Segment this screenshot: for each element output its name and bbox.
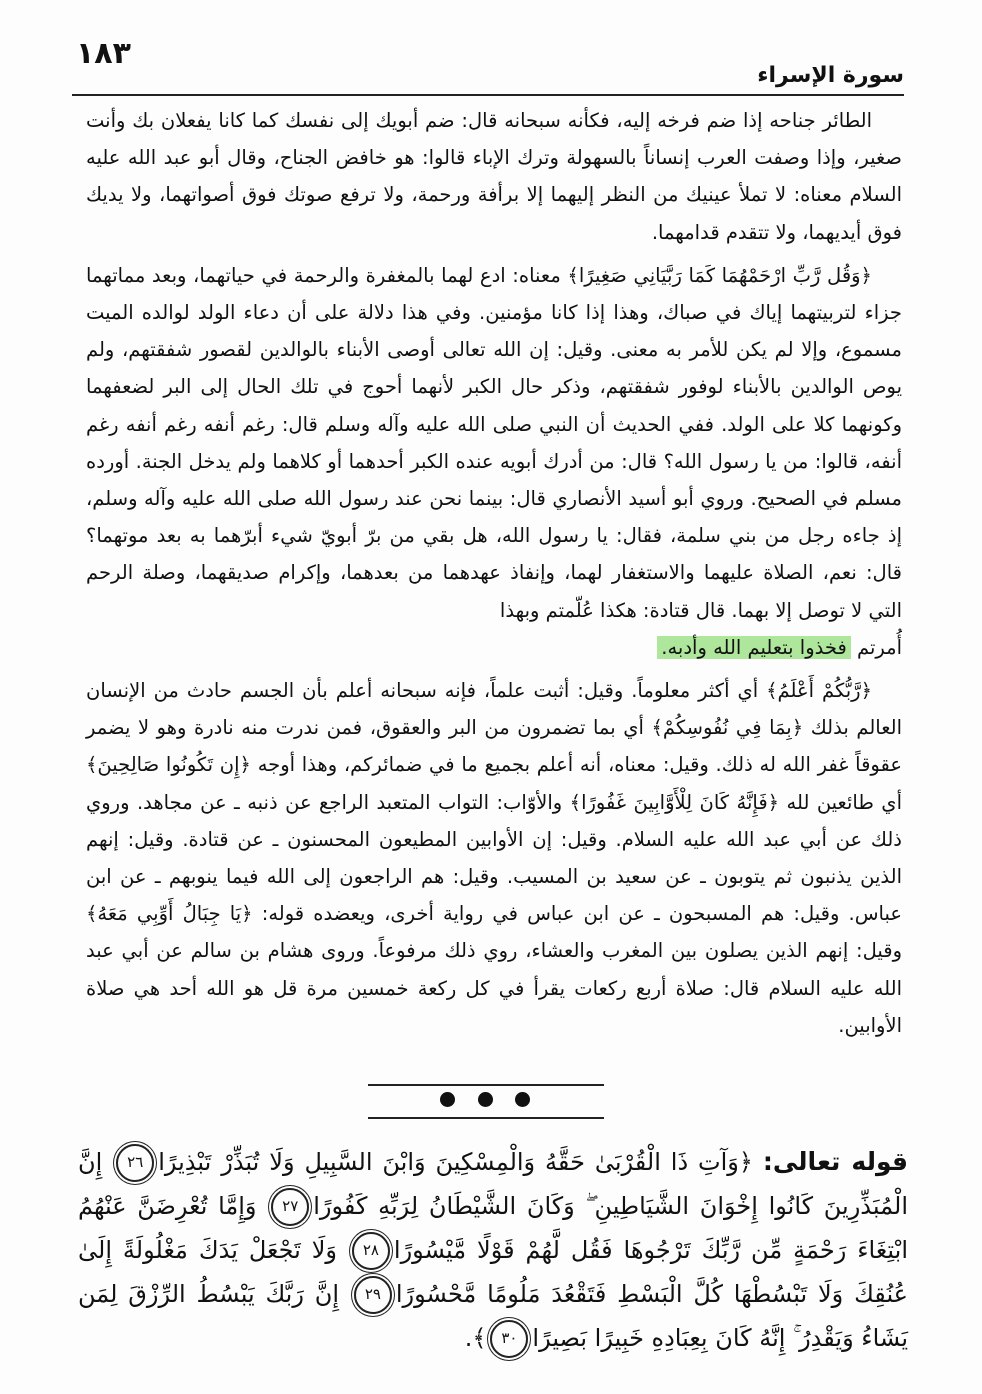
- ayah-number-mark: ٣٠: [490, 1320, 528, 1358]
- section-divider-top: [368, 1084, 604, 1086]
- separator-dot: [440, 1092, 455, 1107]
- verse-text: وَإِمَّا تُعْرِضَنَّ عَنْهُمُ ابْتِغَاءَ رَحْمَةٍ مِّن رَّبِّكَ تَرْجُوهَا فَقُل لَّهُمْ قَوْلًا مَّيْسُورًا: [78, 1192, 908, 1264]
- highlighted-text: فخذوا بتعليم الله وأدبه.: [657, 636, 850, 659]
- page-header: [72, 36, 904, 96]
- verse-text: إِنَّ رَبَّكَ يَبْسُطُ الرِّزْقَ لِمَن يَشَاءُ وَيَقْدِرُ ۚ إِنَّهُ كَانَ بِعِبَادِهِ خَبِيرًا بَصِيرًا: [78, 1280, 908, 1352]
- ayah-number-mark: ٢٨: [352, 1232, 390, 1270]
- separator-dot: [515, 1092, 530, 1107]
- paragraph-text: ﴿وَقُل رَّبِّ ارْحَمْهُمَا كَمَا رَبَّيَانِي صَغِيرًا﴾ معناه: ادع لهما بالمغفرة والرحمة في حياتهما، وبعد مماتهما جزاء لتربيتهما إياك في صباك، وهذا إذا كانا مؤمنين. وفي هذا دلالة على أن دعاء الولد لوالده الميت مسموع، وإلا لم يكن للأمر به معنى. وقيل: إن الله تعالى أوصى الأبناء بالوالدين لقصور شفقتهم، ولم يوص الوالدين بالأبناء لوفور شفقتهم، وذكر حال الكبر لأنهما أحوج في تلك الحال إلى البر لضعفهما وكونهما كلا على الولد. ففي الحديث أن النبي صلى الله عليه وآله وسلم قال: رغم أنفه رغم أنفه رغم أنفه، قالوا: من يا رسول الله؟ قال: من أدرك أبويه عنده الكبر أحدهما أو كلاهما ولم يدخل الجنة. أورده مسلم في الصحيح. وروي أبو أسيد الأنصاري قال: بينما نحن عند رسول الله صلى الله عليه وآله وسلم، إذ جاءه رجل من بني سلمة، فقال: يا رسول الله، هل بقي من برّ أبويّ شيء أبرّهما به بعد موتهما؟ قال: نعم، الصلاة عليهما والاستغفار لهما، وإنفاذ عهدهما من بعدهما، وإكرام صديقهما، وصلة الرحم التي لا توصل إلا بهما. قال قتادة: هكذا عُلّمتم وبهذا: [86, 263, 902, 622]
- verse-text: ﴿وَآتِ ذَا الْقُرْبَىٰ حَقَّهُ وَالْمِسْكِينَ وَابْنَ السَّبِيلِ وَلَا تُبَذِّرْ تَبْذِيرًا: [158, 1148, 763, 1176]
- verse-closing: ﴾.: [464, 1324, 487, 1352]
- verse-text: إِنَّ الْمُبَذِّرِينَ كَانُوا إِخْوَانَ الشَّيَاطِينِ ۖ وَكَانَ الشَّيْطَانُ لِرَبِّهِ كَفُورًا: [78, 1148, 908, 1220]
- commentary-paragraph: ﴿رَّبُّكُمْ أَعْلَمُ﴾ أي أكثر معلوماً. وقيل: أثبت علماً، فإنه سبحانه أعلم بأن الجسم حادث من الإنسان العالم بذلك ﴿بِمَا فِي نُفُوسِكُمْ﴾ أي بما تضمرون من البر والعقوق، فمن ندرت منه نادرة وهو لا يضمر عقوقاً غفر الله له ذلك. وقيل: معناه، أنه أعلم بجميع ما في ضمائركم، وهذا أوجه ﴿إِن تَكُونُوا صَالِحِينَ﴾ أي طائعين لله ﴿فَإِنَّهُ كَانَ لِلْأَوَّابِينَ غَفُورًا﴾ والأوّاب: التواب المتعبد الراجع عن ذنبه ـ عن مجاهد. وروي ذلك عن أبي عبد الله عليه السلام. وقيل: إن الأوابين المطيعون المحسنون ـ عن قتادة. وقيل: إنهم الذين يذنبون ثم يتوبون ـ عن سعيد بن المسيب. وقيل: هم الراجعون إلى الله فيما ينوبهم ـ عن ابن عباس. وقيل: هم المسبحون ـ عن ابن عباس في رواية أخرى، ويعضده قوله: ﴿يَا جِبَالُ أَوِّبِي مَعَهُ﴾ وقيل: إنهم الذين يصلون بين المغرب والعشاء، روي ذلك مرفوعاً. وروى هشام بن سالم عن أبي عبد الله عليه السلام قال: صلاة أربع ركعات يقرأ في كل ركعة خمسين مرة قل هو الله أحد هي صلاة الأوابين.: [86, 679, 902, 1037]
- section-divider-bottom: [368, 1117, 604, 1119]
- commentary-paragraph: الطائر جناحه إذا ضم فرخه إليه، فكأنه سبحانه قال: ضم أبويك إلى نفسك كما كانا يفعلان بك وأنت صغير، وإذا وصفت العرب إنساناً بالسهولة وترك الإباء قالوا: هو خافض الجناح، وقال أبو عبد الله عليه السلام معناه: لا تملأ عينيك من النظر إليهما إلا برأفة ورحمة، ولا ترفع صوتك فوق أصواتهما، ولا يديك فوق أيديهما، ولا تتقدم قدامهما.: [86, 109, 902, 244]
- commentary-paragraph: [86, 257, 902, 666]
- quran-verses-block: [78, 1140, 908, 1360]
- ayah-number-mark: ٢٩: [354, 1276, 392, 1314]
- verse-intro: قوله تعالى:: [762, 1147, 909, 1176]
- separator-dot: [478, 1092, 493, 1107]
- paragraph-last-line: أُمرتم: [850, 635, 902, 659]
- section-separator-dots: [440, 1092, 530, 1107]
- verse-text: وَلَا تَجْعَلْ يَدَكَ مَغْلُولَةً إِلَىٰ عُنُقِكَ وَلَا تَبْسُطْهَا كُلَّ الْبَسْطِ فَتَقْعُدَ مَلُومًا مَّحْسُورًا: [78, 1236, 909, 1308]
- page-number: ١٨٣: [76, 36, 131, 71]
- surah-title: سورة الإسراء: [757, 63, 904, 88]
- commentary-body: [86, 102, 902, 1044]
- ayah-number-mark: ٢٧: [271, 1188, 309, 1226]
- ayah-number-mark: ٢٦: [116, 1144, 154, 1182]
